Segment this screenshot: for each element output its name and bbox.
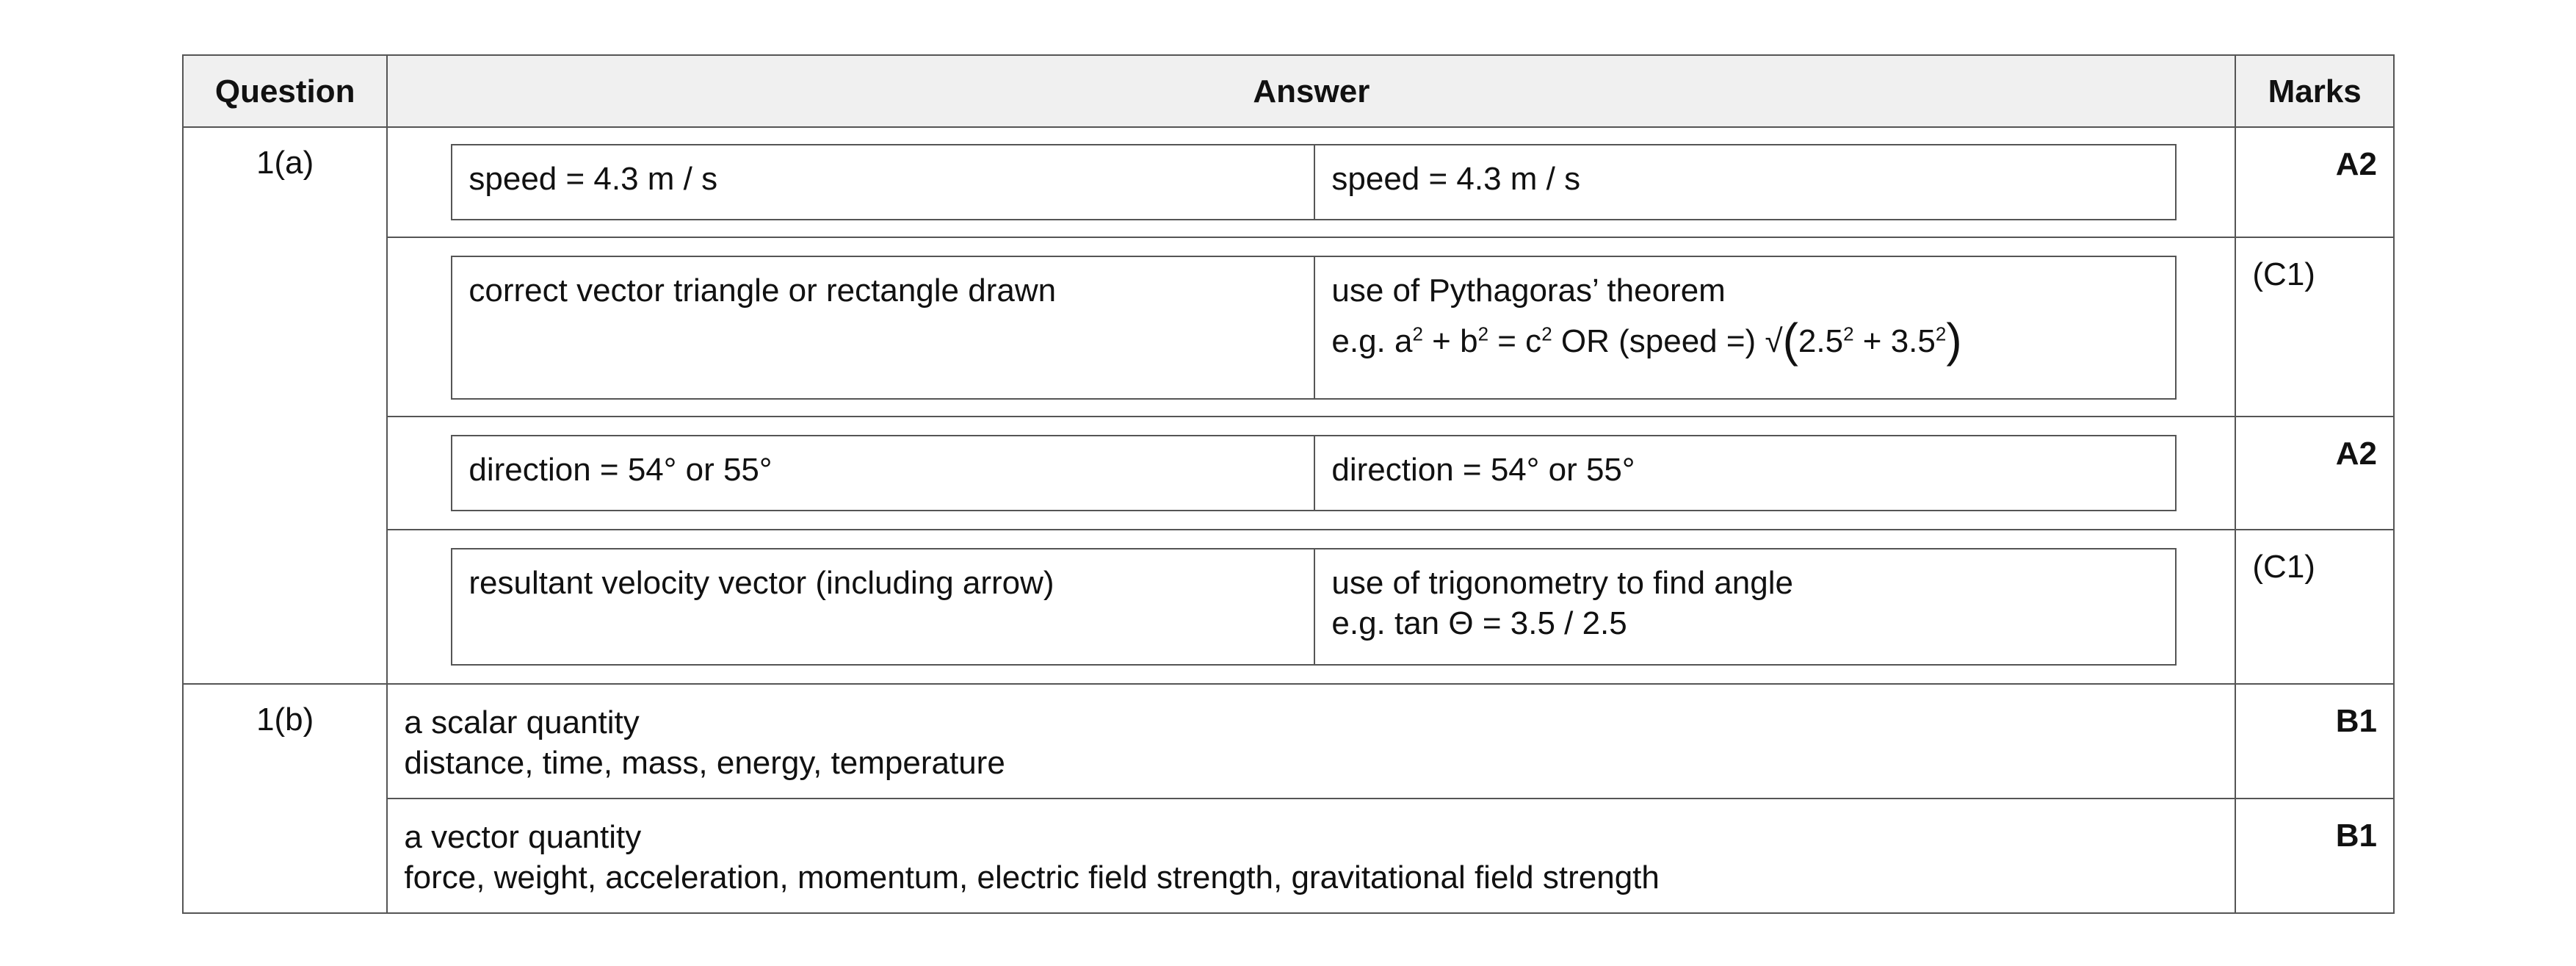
answer-left: direction = 54° or 55° [468, 452, 773, 488]
header-row [183, 55, 2394, 127]
eq-part: + b [1422, 323, 1478, 359]
answer-cell [387, 127, 2235, 237]
superscript: 2 [1412, 322, 1423, 345]
trig-equation: e.g. tan Θ = 3.5 / 2.5 [1331, 605, 1627, 641]
eq-part: 2.5 [1798, 323, 1844, 359]
answer-cell [387, 684, 2235, 799]
q1a-row-pythagoras [183, 237, 2394, 417]
answer-right [1314, 549, 2175, 664]
answer-examples: distance, time, mass, energy, temperature [404, 745, 1005, 781]
answer-cell [387, 799, 2235, 913]
q1a-row-speed [183, 127, 2394, 237]
q1a-row-trigonometry [183, 530, 2394, 684]
q1b-row-vector [183, 799, 2394, 913]
header-answer: Answer [387, 55, 2235, 127]
superscript: 2 [1935, 322, 1947, 345]
q1b-row-scalar [183, 684, 2394, 799]
close-paren: ) [1946, 314, 1962, 367]
answer-box [451, 144, 2177, 220]
mark-cell: B1 [2235, 684, 2394, 799]
question-label-1b [183, 684, 387, 913]
answer-left: correct vector triangle or rectangle drawn [468, 273, 1057, 309]
answer-heading: a vector quantity [404, 819, 642, 855]
answer-heading: a scalar quantity [404, 704, 640, 740]
eq-part: e.g. a [1331, 323, 1413, 359]
answer-cell [387, 530, 2235, 684]
eq-part: + 3.5 [1853, 323, 1936, 359]
header-question: Question [183, 55, 387, 127]
mark-cell: A2 [2235, 127, 2394, 237]
answer-right [1314, 257, 2175, 398]
mark-cell: (C1) [2235, 237, 2394, 417]
open-paren: ( [1782, 314, 1798, 367]
question-number: 1(a) [256, 145, 314, 181]
question-label-1a [183, 127, 387, 684]
answer-right: speed = 4.3 m / s [1314, 145, 2175, 219]
eq-part: OR (speed =) √ [1552, 323, 1783, 359]
method-text: use of Pythagoras’ theorem [1331, 273, 1726, 309]
answer-box [451, 256, 2177, 400]
q1a-row-direction [183, 417, 2394, 530]
question-number: 1(b) [256, 702, 314, 738]
answer-box [451, 435, 2177, 511]
superscript: 2 [1843, 322, 1854, 345]
method-text: use of trigonometry to find angle [1331, 565, 1793, 601]
mark-cell: (C1) [2235, 530, 2394, 684]
answer-cell [387, 237, 2235, 417]
mark-scheme-table [182, 54, 2395, 914]
answer-box [451, 548, 2177, 666]
answer-left: resultant velocity vector (including arrow) [468, 565, 1054, 601]
answer-cell [387, 417, 2235, 530]
header-marks: Marks [2235, 55, 2394, 127]
superscript: 2 [1477, 322, 1489, 345]
answer-left: speed = 4.3 m / s [468, 161, 718, 197]
answer-right: direction = 54° or 55° [1314, 436, 2175, 510]
mark-cell: B1 [2235, 799, 2394, 913]
superscript: 2 [1541, 322, 1552, 345]
pythagoras-equation [1331, 311, 2160, 370]
answer-examples: force, weight, acceleration, momentum, electric field strength, gravitational field strength [404, 859, 1660, 895]
eq-part: = c [1488, 323, 1542, 359]
mark-cell: A2 [2235, 417, 2394, 530]
